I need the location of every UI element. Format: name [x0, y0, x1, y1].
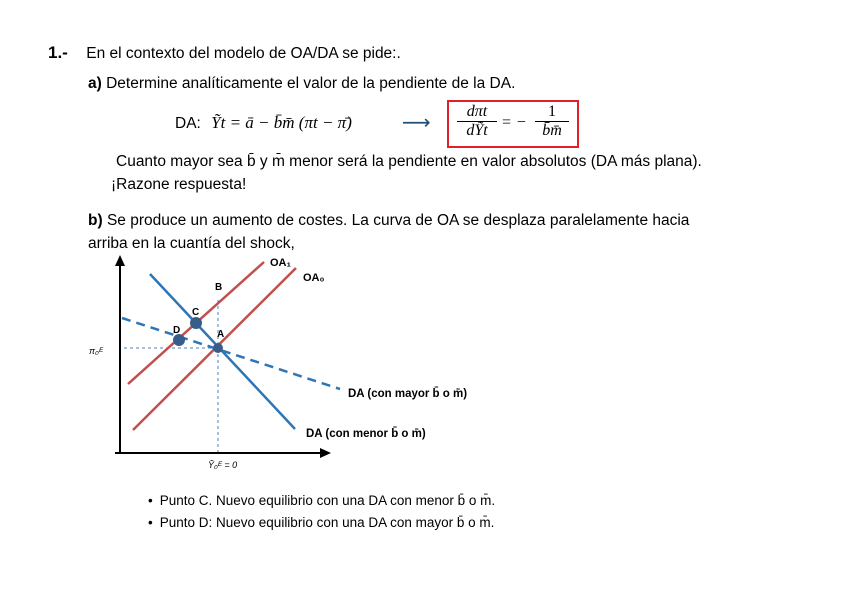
slope-rhs-denominator: b̄m̄: [535, 121, 569, 140]
question-number: 1.-: [48, 43, 68, 62]
slope-rhs-numerator: 1: [548, 103, 556, 120]
point-d-label: D: [173, 325, 181, 336]
da-menor-label: DA (con menor b̄ o m̄): [306, 428, 426, 440]
da-mayor-label: DA (con mayor b̄ o m̄): [348, 388, 468, 400]
part-b-letter: b): [88, 212, 103, 229]
part-b-text-line2: arriba en la cuantía del shock,: [88, 235, 295, 252]
point-c-label: C: [192, 307, 200, 318]
point-b-label: B: [215, 282, 223, 293]
slope-lhs-numerator: dπt: [466, 103, 488, 120]
x-axis-arrow-icon: [320, 448, 331, 458]
y-axis-value-label: Ỹ₀ᴱ = 0: [208, 460, 238, 470]
da-mayor-curve: [122, 318, 340, 389]
slope-lhs-denominator: dỸt: [457, 121, 497, 140]
da-equation-body: Ỹt = ā − b̄m̄ (πt − π̄): [211, 113, 352, 132]
part-a-note-line1: Cuanto mayor sea b̄ y m̄ menor será la pendiente en valor absolutos (DA más plana).: [116, 153, 702, 170]
da-equation-prefix: DA:: [175, 115, 201, 132]
slope-equals: = −: [501, 114, 527, 131]
arrow-icon: ⟶: [402, 112, 431, 134]
pi-axis-label: π₀ᴱ: [89, 346, 103, 356]
point-c-marker: [190, 317, 202, 329]
oa1-label: OA₁: [270, 257, 292, 269]
y-axis-arrow-icon: [115, 255, 125, 266]
part-a-text: Determine analíticamente el valor de la pendiente de la DA.: [101, 75, 516, 92]
oa0-label: OA₀: [303, 272, 325, 284]
point-a-marker: [213, 343, 223, 353]
list-item: • Punto D: Nuevo equilibrio con una DA con mayor b̄ o m̄.: [148, 512, 495, 534]
question-text: En el contexto del modelo de OA/DA se pide:.: [86, 45, 401, 62]
part-b-text-line1: Se produce un aumento de costes. La curva de OA se desplaza paralelamente hacia: [102, 212, 690, 229]
part-a-letter: a): [88, 75, 102, 92]
part-a-note-line2: ¡Razone respuesta!: [111, 176, 247, 193]
conclusion-list: [148, 490, 495, 534]
point-a-label: A: [217, 329, 225, 340]
list-item: • Punto C. Nuevo equilibrio con una DA con menor b̄ o m̄.: [148, 490, 495, 512]
